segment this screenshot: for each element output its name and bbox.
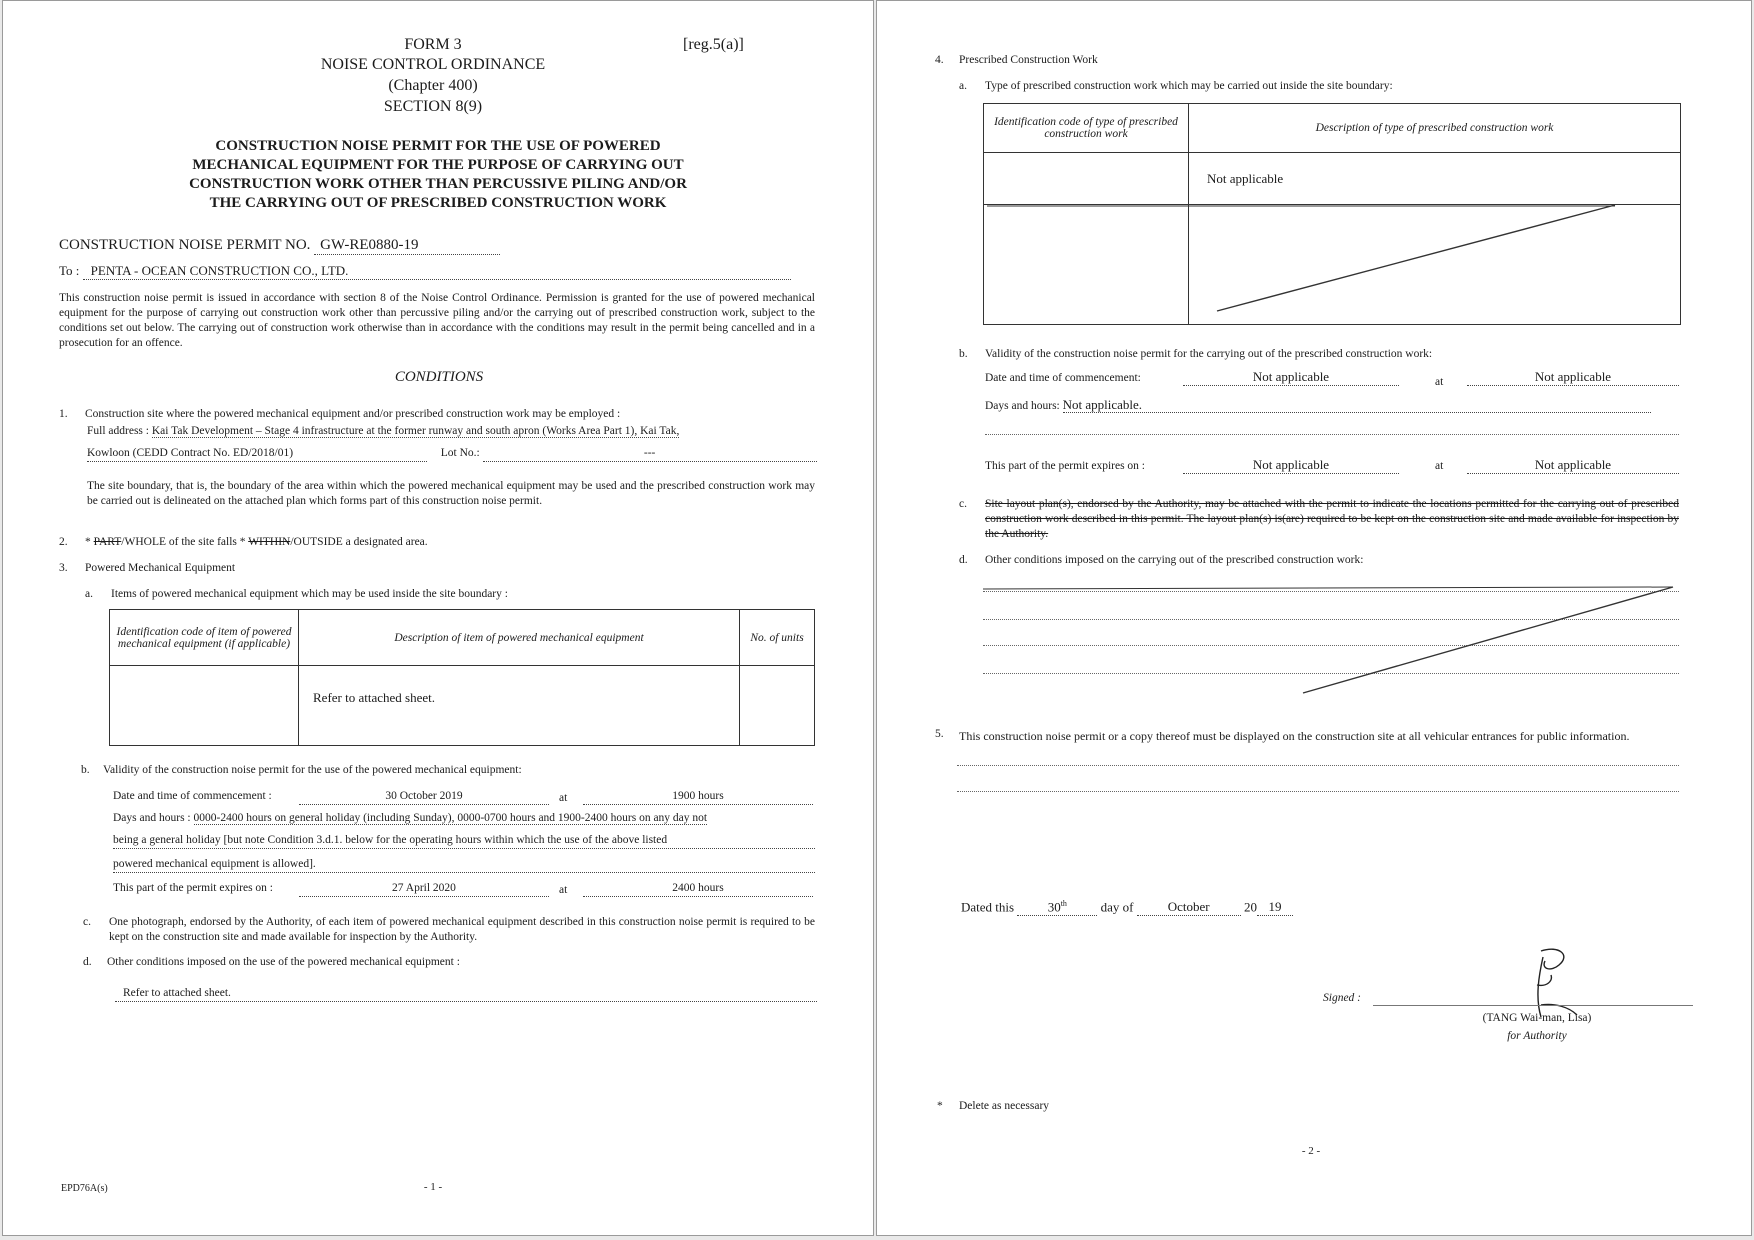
condition-4b-number: b.: [959, 348, 968, 360]
pme-cell-code: [110, 666, 299, 746]
pcw-header-description: Description of type of prescribed construction work: [1189, 104, 1681, 153]
condition-3d-number: d.: [83, 956, 92, 968]
condition-3d-text: Other conditions imposed on the use of the powered mechanical equipment :: [107, 956, 460, 968]
pme-header-description: Description of item of powered mechanical equipment: [299, 610, 740, 666]
signed-label: Signed :: [1323, 992, 1362, 1004]
pcw-header-code: Identification code of type of prescribed construction work: [984, 104, 1189, 153]
permit-title: [123, 137, 753, 213]
asterisk: *: [85, 536, 91, 548]
page-number: - 1 -: [423, 1181, 443, 1193]
addressee-label: To :: [59, 263, 80, 278]
signer-name: (TANG Wai-man, Lisa): [1482, 1012, 1592, 1024]
condition-5-text: This construction noise permit or a copy thereof must be displayed on the construction site at all vehicular entrances for public information.: [959, 729, 1630, 743]
site-boundary-text: The site boundary, that is, the boundary of the area within which the powered mechanical equipment may be used and the prescribed construction work may be carried out is delineated on the attached plan which forms part of this construction noise permit.: [87, 480, 815, 507]
title-line: MECHANICAL EQUIPMENT FOR THE PURPOSE OF CARRYING OUT: [192, 157, 684, 173]
section: SECTION 8(9): [383, 98, 483, 115]
dated-year-prefix: 20: [1243, 899, 1257, 915]
commencement-time: 1900 hours: [583, 789, 813, 805]
days-hours-label: Days and hours :: [113, 812, 191, 824]
dated-year: 19: [1257, 899, 1293, 916]
condition-1-number: 1.: [59, 408, 68, 420]
expiry-time: 2400 hours: [583, 881, 813, 897]
days-hours-line-1: [113, 811, 815, 826]
footnote-text: Delete as necessary: [959, 1100, 1050, 1112]
regulation-ref: [reg.5(a)]: [683, 36, 744, 53]
days-hours-value: Not applicable.: [1063, 397, 1651, 413]
intro-paragraph: This construction noise permit is issued in accordance with section 8 of the Noise Control Ordinance. Permission is granted for the use of powered mechanical equipment for the purpose of carrying out construction work other than percussive piling and/or the carrying out of prescribed construction work, subject to the conditions set out below. The carrying out of construction work otherwise than in accordance with the conditions may result in the permit being cancelled and in a prosecution for an offence.: [59, 292, 815, 349]
pme-cell-units: [740, 666, 815, 746]
struck-option: WITHIN: [248, 536, 291, 548]
condition-1-text: Construction site where the powered mechanical equipment and/or prescribed construction work may be employed :: [85, 408, 621, 420]
expiry-date: 27 April 2020: [299, 881, 549, 897]
days-hours-line-3: powered mechanical equipment is allowed].: [113, 857, 815, 873]
pme-cell-description: Refer to attached sheet.: [299, 666, 740, 746]
condition-5-number: 5.: [935, 728, 944, 740]
dated-month: October: [1137, 899, 1241, 916]
condition-2-number: 2.: [59, 536, 68, 548]
condition-4a-text: Type of prescribed construction work which may be carried out inside the site boundary:: [985, 80, 1393, 92]
permit-page-1: [2, 0, 874, 1236]
condition-4b-text: Validity of the construction noise permit for the carrying out of the prescribed construction work:: [985, 348, 1433, 360]
title-line: CONSTRUCTION NOISE PERMIT FOR THE USE OF POWERED: [215, 138, 661, 154]
address-line-1: [87, 424, 817, 439]
struck-option: PART: [93, 536, 122, 548]
ordinance-title: NOISE CONTROL ORDINANCE: [320, 56, 546, 73]
form-number: FORM 3: [404, 36, 462, 53]
addressee-value: PENTA - OCEAN CONSTRUCTION CO., LTD.: [83, 263, 791, 280]
dated-label: Dated this: [961, 899, 1015, 915]
condition-4-number: 4.: [935, 54, 944, 66]
at-label: at: [1435, 460, 1444, 472]
signature-line: [1373, 1005, 1693, 1006]
commencement-date: Not applicable: [1183, 369, 1399, 386]
condition-2-end: /OUTSIDE a designated area.: [290, 536, 428, 548]
commencement-label: Date and time of commencement:: [985, 372, 1141, 384]
dated-day: [1017, 899, 1097, 916]
pme-header-code: Identification code of item of powered mechanical equipment (if applicable): [110, 610, 299, 666]
dated-row: [961, 899, 1293, 916]
days-hours-label: Days and hours:: [985, 400, 1060, 412]
addressee-row: [59, 263, 791, 280]
address-line-2: [87, 446, 817, 462]
permit-number-label: CONSTRUCTION NOISE PERMIT NO.: [59, 237, 311, 253]
address-value-cont: Kowloon (CEDD Contract No. ED/2018/01): [87, 446, 427, 462]
condition-4c-text: Site layout plan(s), endorsed by the Authority, may be attached with the permit to indicate the locations permitted for the carrying out of prescribed construction work described in this permit. The layout plan(s) is(are) required to be kept on the construction site and made available for inspection by the Authority.: [985, 498, 1679, 540]
chapter: (Chapter 400): [388, 77, 478, 94]
condition-3d-value: Refer to attached sheet.: [115, 986, 817, 1002]
table-row: [984, 153, 1681, 205]
dated-dayof-label: day of: [1100, 899, 1134, 915]
condition-3b-text: Validity of the construction noise permit for the use of the powered mechanical equipment:: [103, 764, 522, 776]
title-line: CONSTRUCTION WORK OTHER THAN PERCUSSIVE PILING AND/OR: [189, 176, 687, 192]
condition-3-text: Powered Mechanical Equipment: [85, 562, 236, 574]
condition-3-number: 3.: [59, 562, 68, 574]
lot-label: Lot No.:: [440, 447, 480, 459]
dated-day-suffix: th: [1060, 899, 1067, 908]
conditions-cancel-slash: [983, 583, 1683, 695]
condition-3a-number: a.: [85, 588, 93, 600]
expiry-date: Not applicable: [1183, 457, 1399, 474]
at-label: at: [559, 884, 568, 896]
page-number: - 2 -: [1301, 1145, 1321, 1157]
pcw-cell-code: [984, 153, 1189, 205]
condition-3c-text: One photograph, endorsed by the Authority, of each item of powered mechanical equipment described in this construction noise permit is required to be kept on the construction site and made available for inspection by the Authority.: [109, 916, 815, 943]
days-hours-line-2: being a general holiday [but note Condition 3.d.1. below for the operating hours within which the use of the above listed: [113, 833, 815, 849]
commencement-label: Date and time of commencement :: [113, 790, 272, 802]
condition-3c-number: c.: [83, 916, 91, 928]
days-hours-row: [985, 397, 1679, 414]
expiry-label: This part of the permit expires on :: [985, 460, 1146, 472]
address-label: Full address :: [87, 425, 149, 437]
pcw-cancel-slash: [987, 201, 1687, 317]
lot-value: ---: [483, 446, 817, 462]
blank-line: [985, 434, 1679, 435]
at-label: at: [559, 792, 568, 804]
pcw-cell-description: Not applicable: [1189, 153, 1681, 205]
blank-line: [957, 765, 1679, 766]
blank-line: [957, 791, 1679, 792]
days-hours-value: 0000-2400 hours on general holiday (including Sunday), 0000-0700 hours and 1900-2400 hours on any day not: [193, 812, 708, 824]
footnote-asterisk: *: [937, 1100, 943, 1112]
commencement-date: 30 October 2019: [299, 789, 549, 805]
signer-role: for Authority: [1507, 1030, 1567, 1042]
condition-4d-text: Other conditions imposed on the carrying out of the prescribed construction work:: [985, 554, 1364, 566]
condition-3a-text: Items of powered mechanical equipment which may be used inside the site boundary :: [111, 588, 508, 600]
expiry-time: Not applicable: [1467, 457, 1679, 474]
conditions-heading: CONDITIONS: [394, 369, 484, 385]
footer-form-code: EPD76A(s): [61, 1183, 108, 1194]
expiry-label: This part of the permit expires on :: [113, 882, 274, 894]
permit-number-value: GW-RE0880-19: [314, 237, 500, 255]
title-line: THE CARRYING OUT OF PRESCRIBED CONSTRUCTION WORK: [209, 195, 667, 211]
condition-4d-number: d.: [959, 554, 968, 566]
address-value: Kai Tak Development – Stage 4 infrastructure at the former runway and south apron (Works Area Part 1), Kai Tak,: [151, 425, 680, 437]
permit-number-row: [59, 237, 500, 255]
condition-2-text: [85, 535, 428, 550]
commencement-time: Not applicable: [1467, 369, 1679, 386]
at-label: at: [1435, 376, 1444, 388]
dated-day-value: 30: [1047, 899, 1061, 915]
pme-header-units: No. of units: [740, 610, 815, 666]
pme-table: [109, 609, 815, 746]
permit-page-2: [876, 0, 1752, 1236]
condition-4-text: Prescribed Construction Work: [959, 54, 1098, 66]
table-row: [110, 666, 815, 746]
condition-2-mid: /WHOLE of the site falls *: [121, 536, 246, 548]
condition-3b-number: b.: [81, 764, 90, 776]
condition-4c-number: c.: [959, 498, 967, 510]
condition-4a-number: a.: [959, 80, 967, 92]
